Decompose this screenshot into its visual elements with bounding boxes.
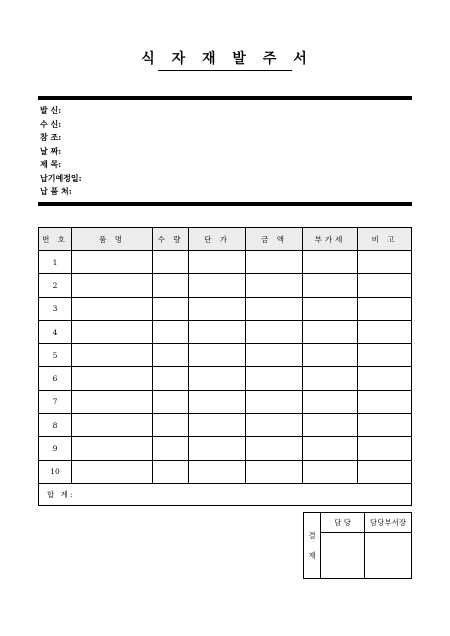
row-number: 6 (39, 367, 72, 390)
cell-vat[interactable] (303, 297, 358, 320)
table-row (39, 367, 412, 390)
cell-item[interactable] (72, 390, 153, 413)
cell-vat[interactable] (303, 274, 358, 297)
field-label: 납기예정일: (40, 172, 82, 183)
cell-amount[interactable] (246, 344, 303, 367)
approval-box (303, 512, 412, 579)
cell-amount[interactable] (246, 297, 303, 320)
field-reference[interactable] (40, 131, 84, 145)
cell-unit-price[interactable] (189, 460, 246, 483)
cell-vat[interactable] (303, 414, 358, 437)
col-header-number: 번 호 (39, 228, 72, 251)
cell-remarks[interactable] (358, 344, 412, 367)
cell-vat[interactable] (303, 390, 358, 413)
field-recipient[interactable] (40, 118, 84, 132)
approval-col-staff: 담 당 (321, 513, 365, 533)
table-row (39, 274, 412, 297)
table-row (39, 414, 412, 437)
row-number: 5 (39, 344, 72, 367)
field-label: 납 품 처: (40, 186, 72, 196)
document-title: 식 자 재 발 주 서 (141, 51, 313, 67)
col-header-vat: 부가세 (303, 228, 358, 251)
title-underline (158, 70, 292, 71)
row-number: 8 (39, 414, 72, 437)
field-subject[interactable] (40, 158, 84, 172)
cell-item[interactable] (72, 274, 153, 297)
table-row (39, 460, 412, 483)
field-sender[interactable] (40, 104, 84, 118)
cell-vat[interactable] (303, 367, 358, 390)
cell-quantity[interactable] (153, 390, 189, 413)
cell-unit-price[interactable] (189, 251, 246, 274)
cell-item[interactable] (72, 460, 153, 483)
cell-vat[interactable] (303, 251, 358, 274)
cell-amount[interactable] (246, 414, 303, 437)
approval-sign-manager[interactable] (365, 533, 412, 579)
cell-amount[interactable] (246, 274, 303, 297)
cell-unit-price[interactable] (189, 367, 246, 390)
cell-item[interactable] (72, 437, 153, 460)
field-label: 수 신: (40, 118, 62, 129)
cell-item[interactable] (72, 367, 153, 390)
row-number: 9 (39, 437, 72, 460)
cell-quantity[interactable] (153, 437, 189, 460)
cell-remarks[interactable] (358, 414, 412, 437)
cell-remarks[interactable] (358, 297, 412, 320)
row-number: 2 (39, 274, 72, 297)
row-number: 4 (39, 320, 72, 343)
col-header-item: 품 명 (72, 228, 153, 251)
cell-remarks[interactable] (358, 437, 412, 460)
table-row (39, 390, 412, 413)
cell-vat[interactable] (303, 320, 358, 343)
cell-quantity[interactable] (153, 414, 189, 437)
cell-vat[interactable] (303, 437, 358, 460)
col-header-remarks: 비 고 (358, 228, 412, 251)
cell-quantity[interactable] (153, 344, 189, 367)
cell-quantity[interactable] (153, 367, 189, 390)
cell-quantity[interactable] (153, 320, 189, 343)
cell-amount[interactable] (246, 460, 303, 483)
cell-vat[interactable] (303, 344, 358, 367)
col-header-amount: 금 액 (246, 228, 303, 251)
cell-amount[interactable] (246, 367, 303, 390)
cell-amount[interactable] (246, 251, 303, 274)
approval-sign-staff[interactable] (321, 533, 365, 579)
cell-item[interactable] (72, 320, 153, 343)
cell-item[interactable] (72, 297, 153, 320)
header-divider-top (38, 96, 412, 100)
table-row (39, 437, 412, 460)
field-label: 발 신: (40, 105, 62, 115)
order-table (38, 227, 412, 506)
cell-item[interactable] (72, 414, 153, 437)
cell-unit-price[interactable] (189, 344, 246, 367)
row-number: 7 (39, 390, 72, 413)
cell-remarks[interactable] (358, 274, 412, 297)
total-label: 합 계: (47, 489, 75, 499)
row-number: 10 (39, 460, 72, 483)
cell-amount[interactable] (246, 437, 303, 460)
col-header-unit-price: 단 가 (189, 228, 246, 251)
cell-remarks[interactable] (358, 320, 412, 343)
cell-vat[interactable] (303, 460, 358, 483)
header-divider-bottom (38, 202, 412, 206)
approval-col-manager: 담당부서장 (365, 513, 412, 533)
cell-amount[interactable] (246, 390, 303, 413)
total-row (39, 483, 412, 505)
cell-item[interactable] (72, 251, 153, 274)
field-label: 날 짜: (40, 145, 62, 156)
cell-unit-price[interactable] (189, 437, 246, 460)
cell-unit-price[interactable] (189, 414, 246, 437)
field-label: 제 목: (40, 159, 62, 169)
cell-amount[interactable] (246, 320, 303, 343)
table-header-row (39, 228, 412, 251)
cell-quantity[interactable] (153, 460, 189, 483)
total-cell[interactable] (39, 483, 412, 505)
table-row (39, 251, 412, 274)
field-date[interactable] (40, 145, 84, 159)
cell-unit-price[interactable] (189, 320, 246, 343)
cell-remarks[interactable] (358, 460, 412, 483)
cell-item[interactable] (72, 344, 153, 367)
cell-quantity[interactable] (153, 274, 189, 297)
table-row (39, 320, 412, 343)
cell-remarks[interactable] (358, 251, 412, 274)
cell-quantity[interactable] (153, 251, 189, 274)
cell-remarks[interactable] (358, 390, 412, 413)
approval-side-label: 결 재 (304, 513, 321, 579)
field-delivery-place[interactable] (40, 185, 84, 199)
table-row (39, 344, 412, 367)
col-header-quantity: 수 량 (153, 228, 189, 251)
row-number: 1 (39, 251, 72, 274)
field-label: 참 조: (40, 132, 62, 142)
cell-unit-price[interactable] (189, 390, 246, 413)
cell-unit-price[interactable] (189, 274, 246, 297)
cell-quantity[interactable] (153, 297, 189, 320)
cell-unit-price[interactable] (189, 297, 246, 320)
table-row (39, 297, 412, 320)
header-fields (40, 104, 84, 199)
cell-remarks[interactable] (358, 367, 412, 390)
row-number: 3 (39, 297, 72, 320)
field-due-date[interactable] (40, 172, 84, 186)
